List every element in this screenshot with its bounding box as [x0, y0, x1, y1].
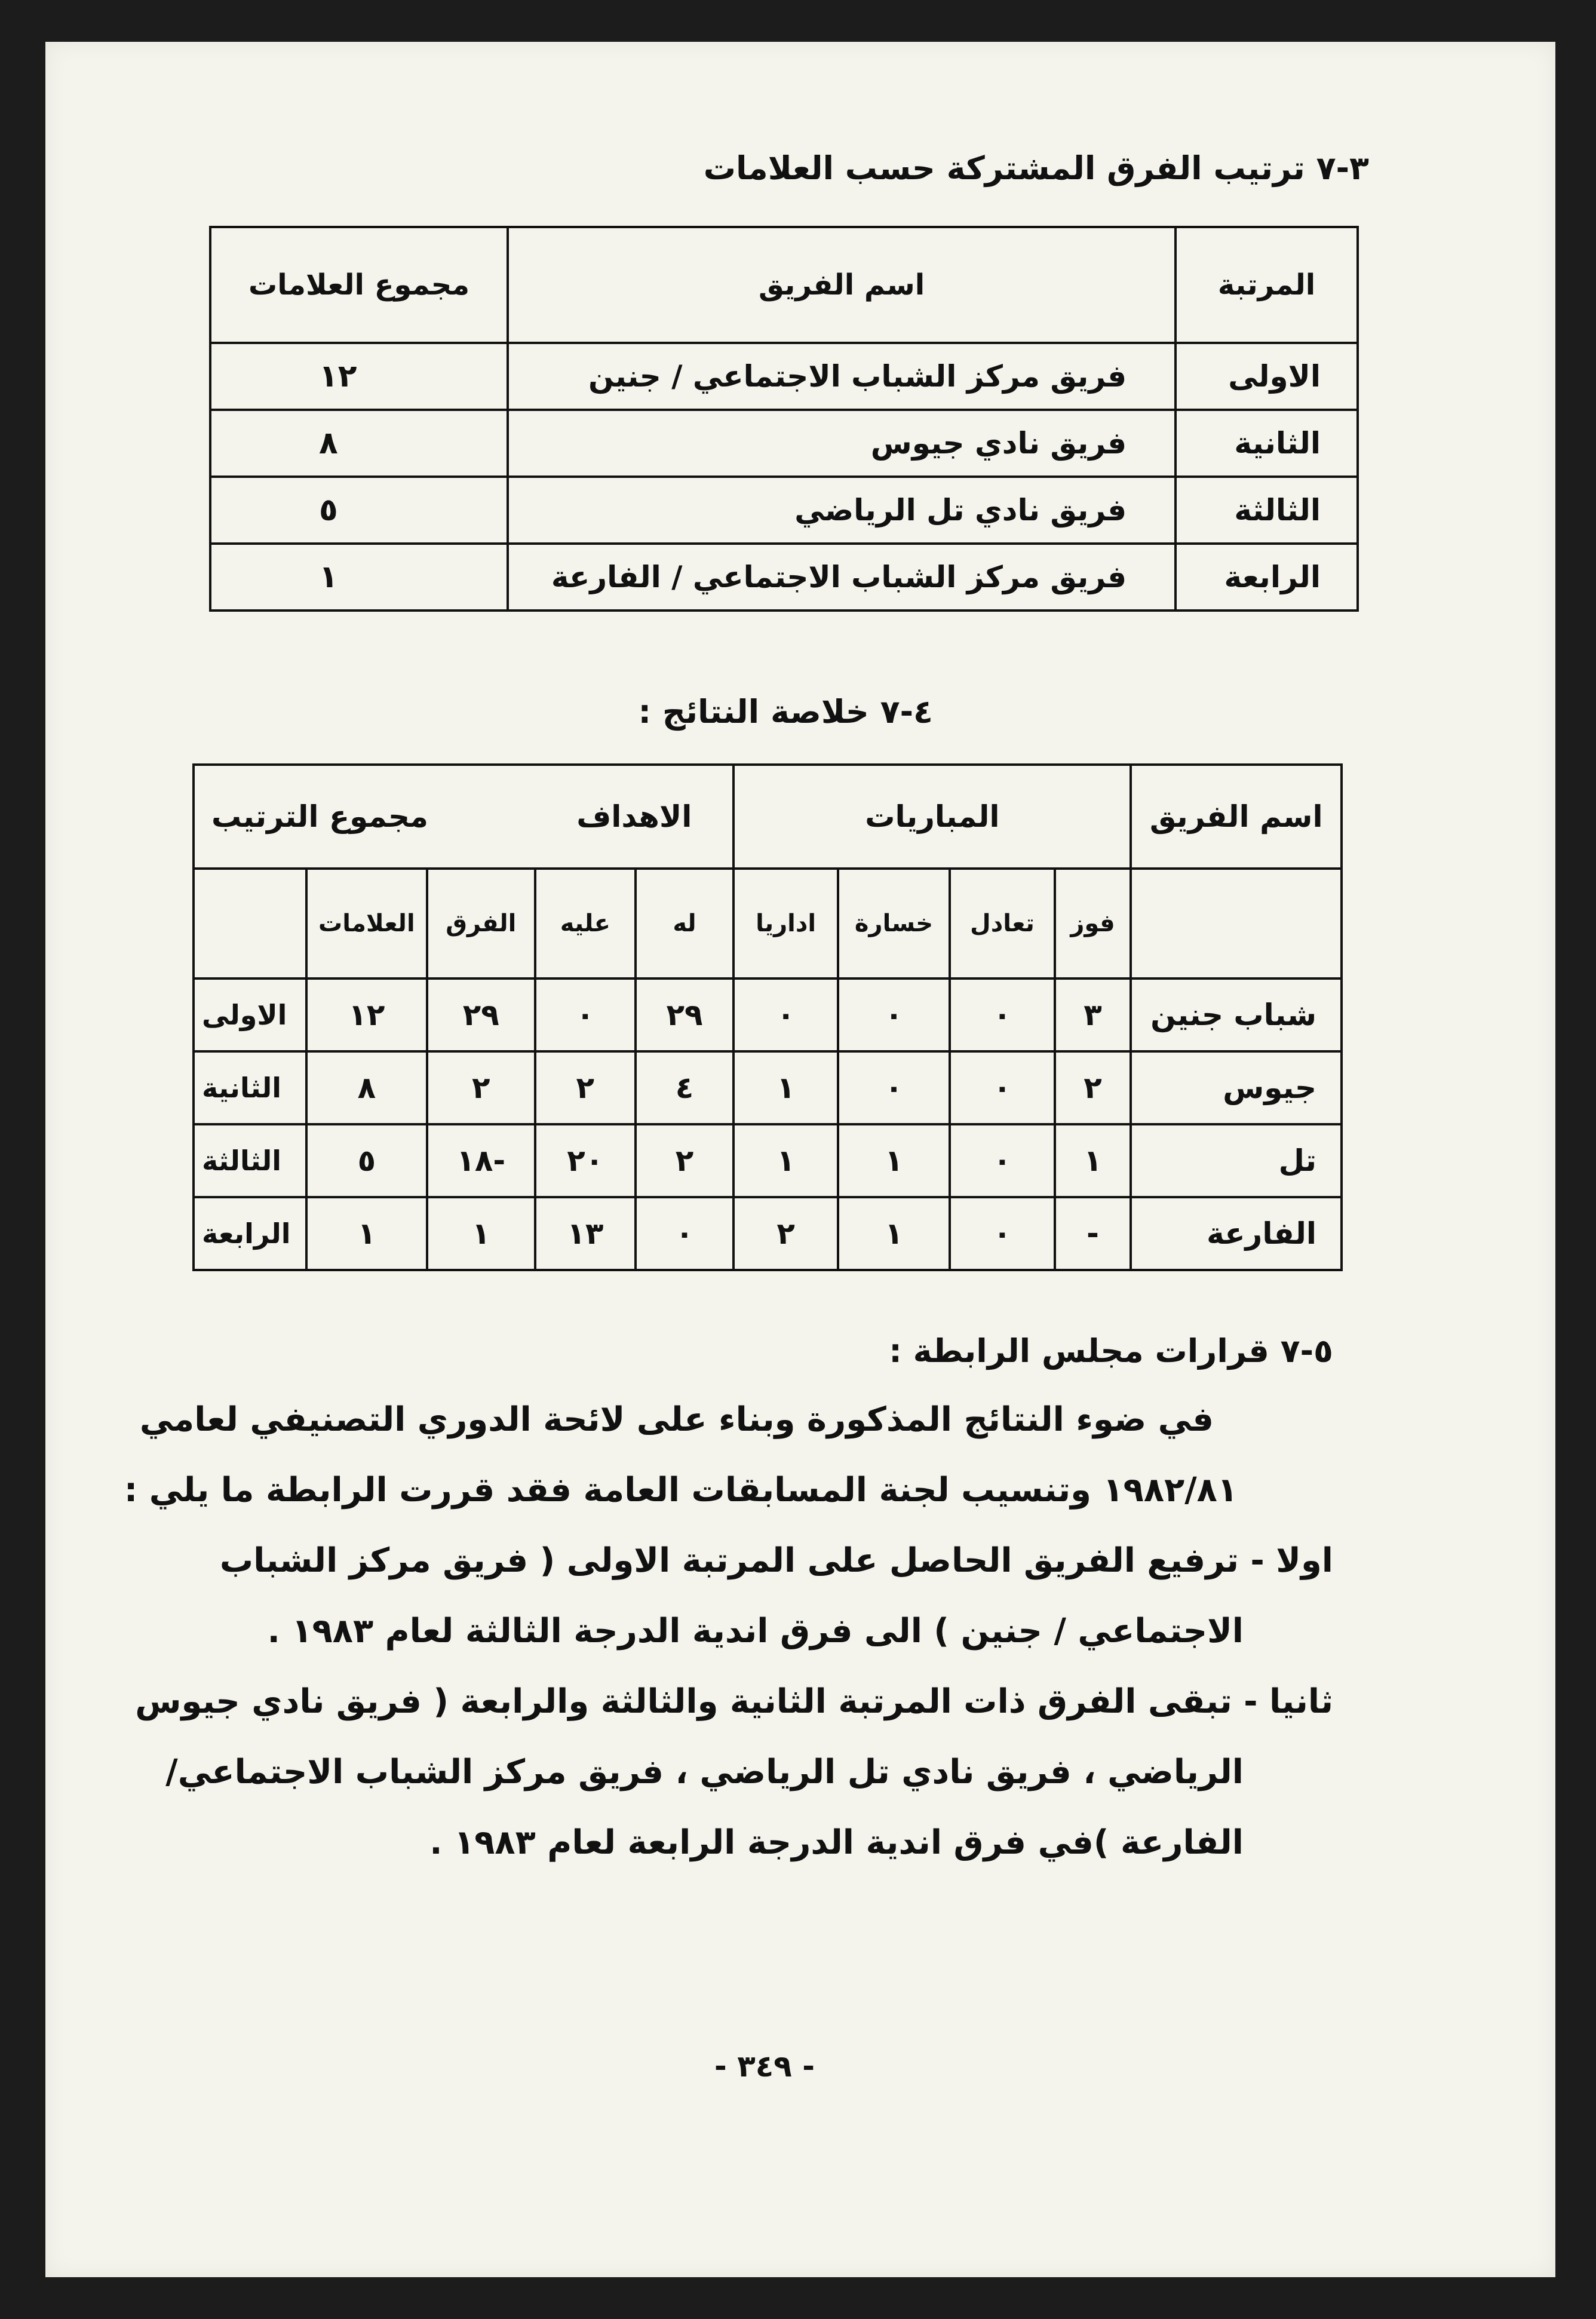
rank-cell: الاولى — [1175, 343, 1358, 410]
admin-cell: ١ — [733, 1051, 838, 1124]
table-row — [210, 477, 1358, 544]
points-cell: ١ — [306, 1197, 427, 1270]
rank-cell: الرابعة — [194, 1197, 306, 1270]
section-5-heading: ٥-٧ قرارات مجلس الرابطة : — [889, 1332, 1333, 1370]
points-cell: ٨ — [306, 1051, 427, 1124]
points-cell: ١٢ — [210, 343, 508, 410]
admin-cell: ٠ — [733, 978, 838, 1051]
goals-for-cell: ٠ — [636, 1197, 734, 1270]
draw-header: تعادل — [950, 869, 1054, 978]
goals-for-cell: ٤ — [636, 1051, 734, 1124]
admin-header: اداريا — [733, 869, 838, 978]
table-row — [194, 1051, 1342, 1124]
loss-header: خسارة — [838, 869, 950, 978]
table-row — [194, 1197, 1342, 1270]
table-row — [210, 410, 1358, 477]
ranking-total-header: مجموع الترتيب — [211, 799, 428, 834]
team-cell: تل — [1131, 1124, 1342, 1197]
goals-and-ranking-header — [194, 765, 733, 869]
loss-cell: ١ — [838, 1197, 950, 1270]
table-row — [210, 343, 1358, 410]
ranking-table — [209, 226, 1359, 612]
page-number: - ٣٤٩ - — [714, 2049, 815, 2084]
paragraph-line: الفارعة )في فرق اندية الدرجة الرابعة لعام ١٩٨٣ . — [429, 1823, 1244, 1862]
results-group-header-row — [194, 765, 1342, 869]
win-cell: - — [1055, 1197, 1131, 1270]
empty-header-cell — [1131, 869, 1342, 978]
rank-cell: الرابعة — [1175, 544, 1358, 611]
matches-header: المباريات — [733, 765, 1131, 869]
rank-cell: الثالثة — [194, 1124, 306, 1197]
goal-difference-header: الفرق — [427, 869, 535, 978]
goals-header: الاهداف — [576, 799, 692, 834]
table-row — [210, 544, 1358, 611]
goals-for-cell: ٢٩ — [636, 978, 734, 1051]
win-cell: ٢ — [1055, 1051, 1131, 1124]
section-3-heading: ٣-٧ ترتيب الفرق المشتركة حسب العلامات — [703, 149, 1369, 187]
paragraph-line: ١٩٨٢/٨١ وتنسيب لجنة المسابقات العامة فقد قررت الرابطة ما يلي : — [124, 1471, 1238, 1510]
draw-cell: ٠ — [950, 1124, 1054, 1197]
paragraph-line: الرياضي ، فريق نادي تل الرياضي ، فريق مركز الشباب الاجتماعي/ — [165, 1753, 1244, 1792]
points-cell: ٨ — [210, 410, 508, 477]
team-cell: شباب جنين — [1131, 978, 1342, 1051]
points-cell: ٥ — [210, 477, 508, 544]
goals-against-cell: ٢ — [535, 1051, 636, 1124]
rank-cell: الاولى — [194, 978, 306, 1051]
section-4-heading: ٤-٧ خلاصة النتائج : — [638, 693, 933, 731]
goal-difference-cell: ١ — [427, 1197, 535, 1270]
rank-cell: الثالثة — [1175, 477, 1358, 544]
loss-cell: ١ — [838, 1124, 950, 1197]
win-cell: ٣ — [1055, 978, 1131, 1051]
points-cell: ٥ — [306, 1124, 427, 1197]
goals-for-cell: ٢ — [636, 1124, 734, 1197]
rank-cell: الثانية — [1175, 410, 1358, 477]
goal-difference-cell: -١٨ — [427, 1124, 535, 1197]
points-cell: ١٢ — [306, 978, 427, 1051]
loss-cell: ٠ — [838, 1051, 950, 1124]
team-cell: فريق مركز الشباب الاجتماعي / جنين — [508, 343, 1175, 410]
rank-header: المرتبة — [1175, 227, 1358, 343]
paragraph-line: في ضوء النتائج المذكورة وبناء على لائحة الدوري التصنيفي لعامي — [139, 1400, 1214, 1439]
goals-for-header: له — [636, 869, 734, 978]
win-cell: ١ — [1055, 1124, 1131, 1197]
goal-difference-cell: ٢٩ — [427, 978, 535, 1051]
loss-cell: ٠ — [838, 978, 950, 1051]
rank-header — [194, 869, 306, 978]
table-row — [194, 978, 1342, 1051]
table-row — [194, 1124, 1342, 1197]
results-sub-header-row — [194, 869, 1342, 978]
points-header: مجموع العلامات — [210, 227, 508, 343]
team-cell: جيوس — [1131, 1051, 1342, 1124]
paragraph-line: الاجتماعي / جنين ) الى فرق اندية الدرجة الثالثة لعام ١٩٨٣ . — [267, 1612, 1244, 1651]
rank-cell: الثانية — [194, 1051, 306, 1124]
team-cell: الفارعة — [1131, 1197, 1342, 1270]
draw-cell: ٠ — [950, 978, 1054, 1051]
admin-cell: ٢ — [733, 1197, 838, 1270]
team-cell: فريق نادي تل الرياضي — [508, 477, 1175, 544]
goal-difference-cell: ٢ — [427, 1051, 535, 1124]
goals-against-cell: ١٣ — [535, 1197, 636, 1270]
goals-against-header: عليه — [535, 869, 636, 978]
points-header: العلامات — [306, 869, 427, 978]
draw-cell: ٠ — [950, 1197, 1054, 1270]
admin-cell: ١ — [733, 1124, 838, 1197]
paragraph-line: ثانيا - تبقى الفرق ذات المرتبة الثانية والثالثة والرابعة ( فريق نادي جيوس — [135, 1682, 1333, 1721]
team-cell: فريق نادي جيوس — [508, 410, 1175, 477]
team-name-header: اسم الفريق — [1131, 765, 1342, 869]
draw-cell: ٠ — [950, 1051, 1054, 1124]
paragraph-line: اولا - ترفيع الفريق الحاصل على المرتبة الاولى ( فريق مركز الشباب — [219, 1541, 1333, 1580]
team-cell: فريق مركز الشباب الاجتماعي / الفارعة — [508, 544, 1175, 611]
goals-against-cell: ٠ — [535, 978, 636, 1051]
results-table — [192, 763, 1343, 1271]
ranking-header-row — [210, 227, 1358, 343]
points-cell: ١ — [210, 544, 508, 611]
team-header: اسم الفريق — [508, 227, 1175, 343]
win-header: فوز — [1055, 869, 1131, 978]
goals-against-cell: ٢٠ — [535, 1124, 636, 1197]
